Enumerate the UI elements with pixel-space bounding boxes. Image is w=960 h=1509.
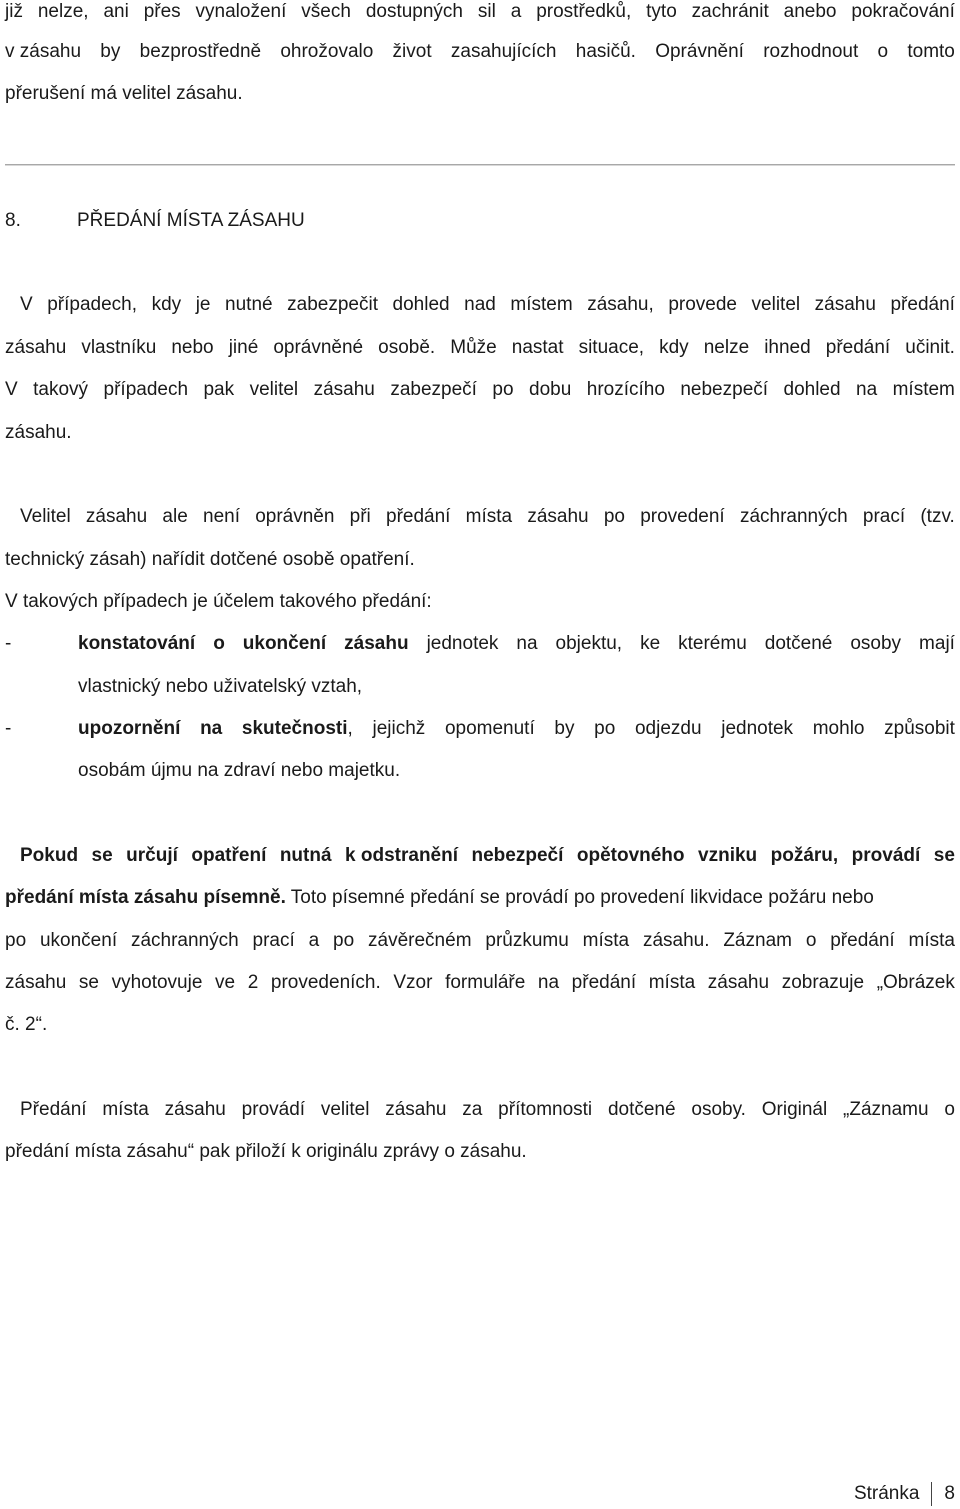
word: opatření <box>191 845 267 866</box>
word: osobě. <box>378 337 436 358</box>
word: průzkumu <box>485 930 569 951</box>
word: opětovného <box>576 845 685 866</box>
word: Může <box>450 337 497 358</box>
bold-word: skutečnosti <box>241 718 348 739</box>
word: vyhotovuje <box>111 972 203 993</box>
word: předání <box>386 506 451 527</box>
word: zachránit <box>691 1 769 22</box>
word: bezprostředně <box>139 41 262 62</box>
word: provedeních. <box>270 972 381 993</box>
word: tomto <box>907 41 955 62</box>
word: se <box>91 845 113 866</box>
word: místa <box>582 930 630 951</box>
word: zásahu <box>85 506 148 527</box>
word: dotčené <box>607 1099 676 1120</box>
word: přítomnosti <box>498 1099 593 1120</box>
word: po <box>5 930 27 951</box>
word: nebezpečí <box>680 379 769 400</box>
word: velitel <box>249 379 299 400</box>
word: provádí <box>851 845 921 866</box>
word: provedení <box>640 506 725 527</box>
word: vynaložení <box>195 1 287 22</box>
footer-separator <box>931 1482 932 1506</box>
word: nebo <box>171 337 214 358</box>
word: dobu <box>529 379 572 400</box>
word: nad <box>464 294 496 315</box>
word: dohled <box>392 294 450 315</box>
para1-line-4: zásahu. <box>5 422 72 443</box>
word: nastat <box>511 337 564 358</box>
word: oprávněn <box>255 506 335 527</box>
word <box>242 717 353 743</box>
word: Záznam <box>723 930 792 951</box>
word: Originál <box>761 1099 828 1120</box>
word: velitel <box>751 294 801 315</box>
word: o <box>877 41 889 62</box>
intro-line-1 <box>5 0 955 26</box>
word: situace, <box>578 337 645 358</box>
word: se <box>78 972 99 993</box>
word: prací <box>252 930 295 951</box>
word: zásahu <box>5 337 67 358</box>
word: nutné <box>225 294 273 315</box>
word: Oprávnění <box>655 41 744 62</box>
intro-line-2 <box>5 40 955 66</box>
para3-line-3 <box>5 929 955 955</box>
comma: , <box>347 718 353 739</box>
word: vlastníku <box>81 337 157 358</box>
word: určují <box>126 845 178 866</box>
word: o <box>944 1099 955 1120</box>
word: záchranných <box>739 506 848 527</box>
word: případech, <box>47 294 138 315</box>
word: místem <box>510 294 573 315</box>
word: V <box>20 294 33 315</box>
word: konstatování <box>78 633 196 654</box>
para3-regular-text: Toto písemné předání se provádí po provedení likvidace požáru nebo <box>285 887 874 908</box>
para3-line-4 <box>5 971 955 997</box>
word: hrozícího <box>586 379 665 400</box>
page-number: 8 <box>944 1483 955 1504</box>
word: kdy <box>659 337 689 358</box>
word: a <box>308 930 320 951</box>
word: již <box>5 1 23 22</box>
word: zásahu <box>814 294 876 315</box>
page-footer <box>854 1482 955 1506</box>
word: při <box>349 506 371 527</box>
word: předání <box>825 337 891 358</box>
word: Pokud <box>20 845 79 866</box>
word: mohlo <box>812 718 865 739</box>
word: na <box>856 379 878 400</box>
word: je <box>195 294 211 315</box>
word: provádí <box>241 1099 306 1120</box>
word: o <box>213 633 225 654</box>
word: ihned <box>764 337 811 358</box>
word: vzniku <box>698 845 758 866</box>
word: (tzv. <box>920 506 955 527</box>
word: ke <box>640 633 661 654</box>
word: upozornění <box>78 718 181 739</box>
word: jednotek <box>721 718 794 739</box>
word: by <box>554 718 575 739</box>
word: a <box>510 1 522 22</box>
word: opomenutí <box>444 718 535 739</box>
word: závěrečném <box>368 930 472 951</box>
word: ohrožovalo <box>280 41 374 62</box>
word: zásahu <box>527 506 589 527</box>
word: zásahu <box>707 972 770 993</box>
word: velitel <box>320 1099 370 1120</box>
word: zásahu. <box>642 930 710 951</box>
word: kterému <box>678 633 747 654</box>
word: záchranných <box>130 930 239 951</box>
word: ale <box>162 506 188 527</box>
para3-bold-text: předání místa zásahu písemně. <box>5 887 286 908</box>
list-item-1-line-2: vlastnický nebo uživatelský vztah, <box>78 676 363 697</box>
word: po <box>594 718 616 739</box>
footer-label: Stránka <box>853 1483 920 1504</box>
word: zásahu <box>313 379 375 400</box>
word: požáru, <box>770 845 839 866</box>
para4-line-1 <box>20 1098 955 1124</box>
word: pak <box>203 379 235 400</box>
word: 2 <box>247 972 259 993</box>
word: učinit. <box>905 337 955 358</box>
word: případech <box>103 379 189 400</box>
word: kdy <box>151 294 182 315</box>
section-title: PŘEDÁNÍ MÍSTA ZÁSAHU <box>77 210 305 231</box>
word: oprávněné <box>273 337 364 358</box>
list-item-2-line-2: osobám újmu na zdraví nebo majetku. <box>78 760 401 781</box>
word: místa <box>102 1099 149 1120</box>
intro-line-3: přerušení má velitel zásahu. <box>5 83 243 104</box>
word: mají <box>919 633 955 654</box>
para4-line-2: předání místa zásahu“ pak přiloží k originálu zprávy o zásahu. <box>5 1141 527 1162</box>
word: zásahu <box>385 1099 447 1120</box>
word: ukončení <box>242 633 327 654</box>
word: tyto <box>646 1 677 22</box>
word: místa <box>648 972 696 993</box>
word: k odstranění <box>345 845 459 866</box>
word: dostupných <box>365 1 463 22</box>
word: V <box>5 379 18 400</box>
word: dotčené <box>764 633 833 654</box>
word: pokračování <box>851 1 955 22</box>
word: všech <box>301 1 351 22</box>
word: provede <box>668 294 737 315</box>
word: nelze, <box>37 1 89 22</box>
word: zabezpečí <box>390 379 477 400</box>
list-dash-2: - <box>5 718 12 739</box>
word: místa <box>908 930 955 951</box>
word: po <box>333 930 355 951</box>
word: zabezpečit <box>287 294 378 315</box>
para3-line-2 <box>5 886 955 912</box>
word: život <box>392 41 432 62</box>
para2-line-2: technický zásah) nařídit dotčené osobě opatření. <box>5 549 415 570</box>
word: předání <box>830 930 895 951</box>
word: po <box>492 379 514 400</box>
word: „Obrázek <box>876 972 955 993</box>
word: nelze <box>703 337 750 358</box>
para2-line-1 <box>20 505 955 531</box>
para1-line-3 <box>5 378 955 404</box>
word: předání <box>890 294 955 315</box>
word: jiné <box>228 337 259 358</box>
word: prací <box>862 506 906 527</box>
word: takový <box>33 379 89 400</box>
word: Předání <box>20 1099 87 1120</box>
word: sil <box>477 1 496 22</box>
word: jejichž <box>372 718 426 739</box>
word: Velitel <box>20 506 71 527</box>
word: v zásahu <box>5 41 82 62</box>
word: místem <box>892 379 955 400</box>
para1-line-1 <box>20 293 955 319</box>
word: zásahu <box>164 1099 226 1120</box>
section-divider <box>5 164 955 166</box>
word: anebo <box>783 1 837 22</box>
word: objektu, <box>555 633 623 654</box>
word: se <box>933 845 955 866</box>
word: formuláře <box>445 972 526 993</box>
word: místa <box>465 506 513 527</box>
word: nutná <box>279 845 332 866</box>
word: za <box>462 1099 483 1120</box>
para2-line-3: V takových případech je účelem takového předání: <box>5 591 432 612</box>
word: na <box>537 972 560 993</box>
word: přes <box>143 1 181 22</box>
word: dohled <box>783 379 841 400</box>
word: osoby <box>850 633 902 654</box>
section-heading <box>5 209 305 233</box>
para1-line-2 <box>5 336 955 362</box>
word: hasičů. <box>575 41 636 62</box>
word: Vzor <box>393 972 433 993</box>
word: odjezdu <box>634 718 702 739</box>
word: předání <box>571 972 637 993</box>
word: na <box>200 718 223 739</box>
list-item-1-line-1 <box>78 632 955 658</box>
word: ani <box>103 1 129 22</box>
word: způsobit <box>884 718 955 739</box>
word: zásahu <box>5 972 67 993</box>
word: nebezpečí <box>471 845 564 866</box>
word: osoby. <box>691 1099 746 1120</box>
word: o <box>805 930 817 951</box>
word: prostředků, <box>536 1 632 22</box>
word: rozhodnout <box>763 41 859 62</box>
word: na <box>516 633 538 654</box>
word: „Záznamu <box>843 1099 929 1120</box>
word: jednotek <box>426 633 499 654</box>
word: po <box>603 506 625 527</box>
word: by <box>100 41 121 62</box>
list-item-2-line-1 <box>78 717 955 743</box>
word: zasahujících <box>450 41 557 62</box>
word: zásahu <box>344 633 409 654</box>
word: ve <box>215 972 236 993</box>
word: zobrazuje <box>781 972 865 993</box>
para3-line-1 <box>20 844 955 870</box>
list-dash-1: - <box>5 633 12 654</box>
word: ukončení <box>39 930 118 951</box>
section-number: 8. <box>5 210 21 231</box>
word: zásahu, <box>587 294 654 315</box>
para3-line-5: č. 2“. <box>5 1014 48 1035</box>
word: není <box>203 506 240 527</box>
